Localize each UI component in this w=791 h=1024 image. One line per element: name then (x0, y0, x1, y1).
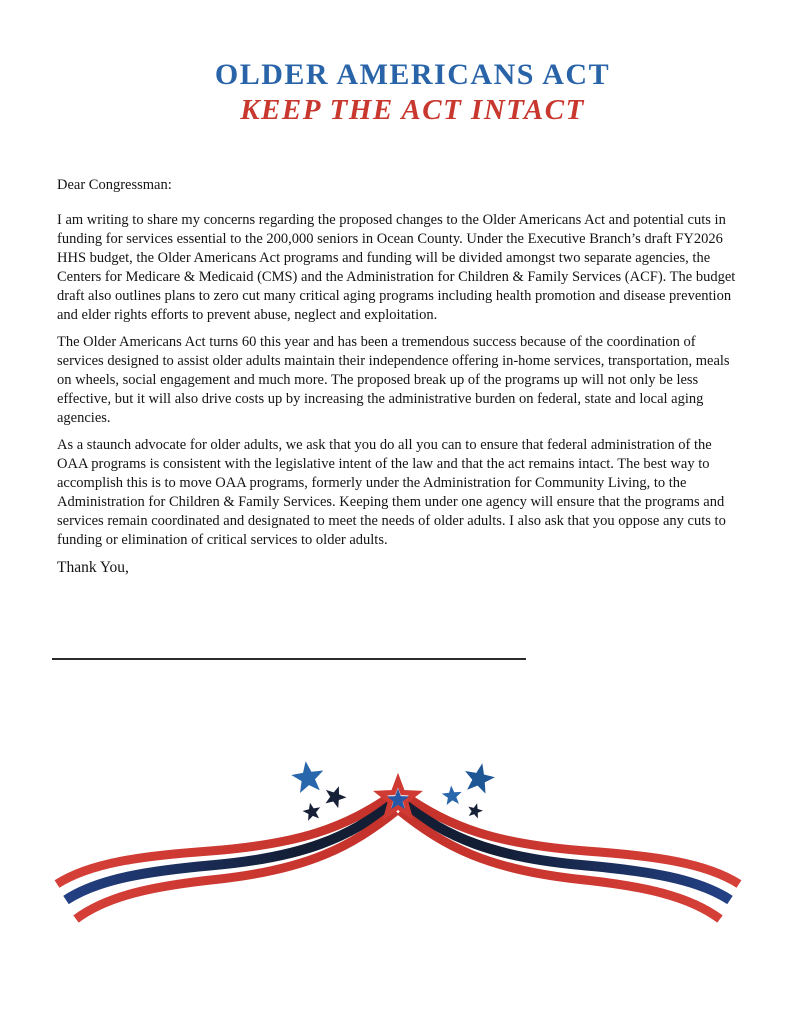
signature-line (52, 658, 526, 660)
header (0, 0, 791, 127)
closing: Thank You, (57, 559, 129, 576)
right-medium-blue-star-icon (442, 786, 462, 806)
salutation: Dear Congressman: (57, 177, 172, 193)
stars-and-stripes-graphic (0, 730, 791, 1000)
page-title: OLDER AMERICANS ACT (214, 58, 611, 91)
paragraph-1: I am writing to share my concerns regarding the proposed changes to the Older Americans Act and potential cuts in funding for services essential to the 200,000 seniors in Ocean County. Under the Executive Branch’s draft FY2026 HHS budget, the Older Americans Act programs and funding will be divided amongst two separate agencies, the Centers for Medicare & Medicaid (CMS) and the Administration for Children & Family Services (ACF). The budget draft also outlines plans to zero cut many critical aging programs including health promotion and disease prevention and elder rights efforts to prevent abuse, neglect and exploitation. (57, 212, 736, 323)
letter-body (57, 176, 741, 577)
left-tilted-navy-star-icon (326, 786, 347, 808)
paragraph-3: As a staunch advocate for older adults, we ask that you do all you can to ensure that federal administration of the OAA programs is consistent with the legislative intent of the law and that the act remains intact. The best way to accomplish this is to move OAA programs, formerly under the Administration for Community Living, to the Administration for Children & Family Services. Keeping them under one agency will ensure that the programs and services remain coordinated and designated to meet the needs of older adults. I also ask that you oppose any cuts to funding or elimination of critical services to older adults. (57, 437, 726, 548)
right-large-blue-star-icon (465, 763, 495, 793)
ribbon-stripes (57, 794, 739, 919)
page-subtitle: KEEP THE ACT INTACT (240, 94, 585, 126)
left-small-navy-star-icon (303, 803, 321, 821)
right-small-navy-star-icon (468, 803, 483, 818)
paragraph-2: The Older Americans Act turns 60 this year and has been a tremendous success because of the coordination of services designed to assist older adults maintain their independence offering in-home services, transportation, meals on wheels, social engagement and much more. The proposed break up of the programs up will not only be less effective, but it will also drive costs up by increasing the administrative burden on federal, state and local aging agencies. (57, 334, 730, 426)
left-large-blue-star-icon (291, 761, 323, 793)
